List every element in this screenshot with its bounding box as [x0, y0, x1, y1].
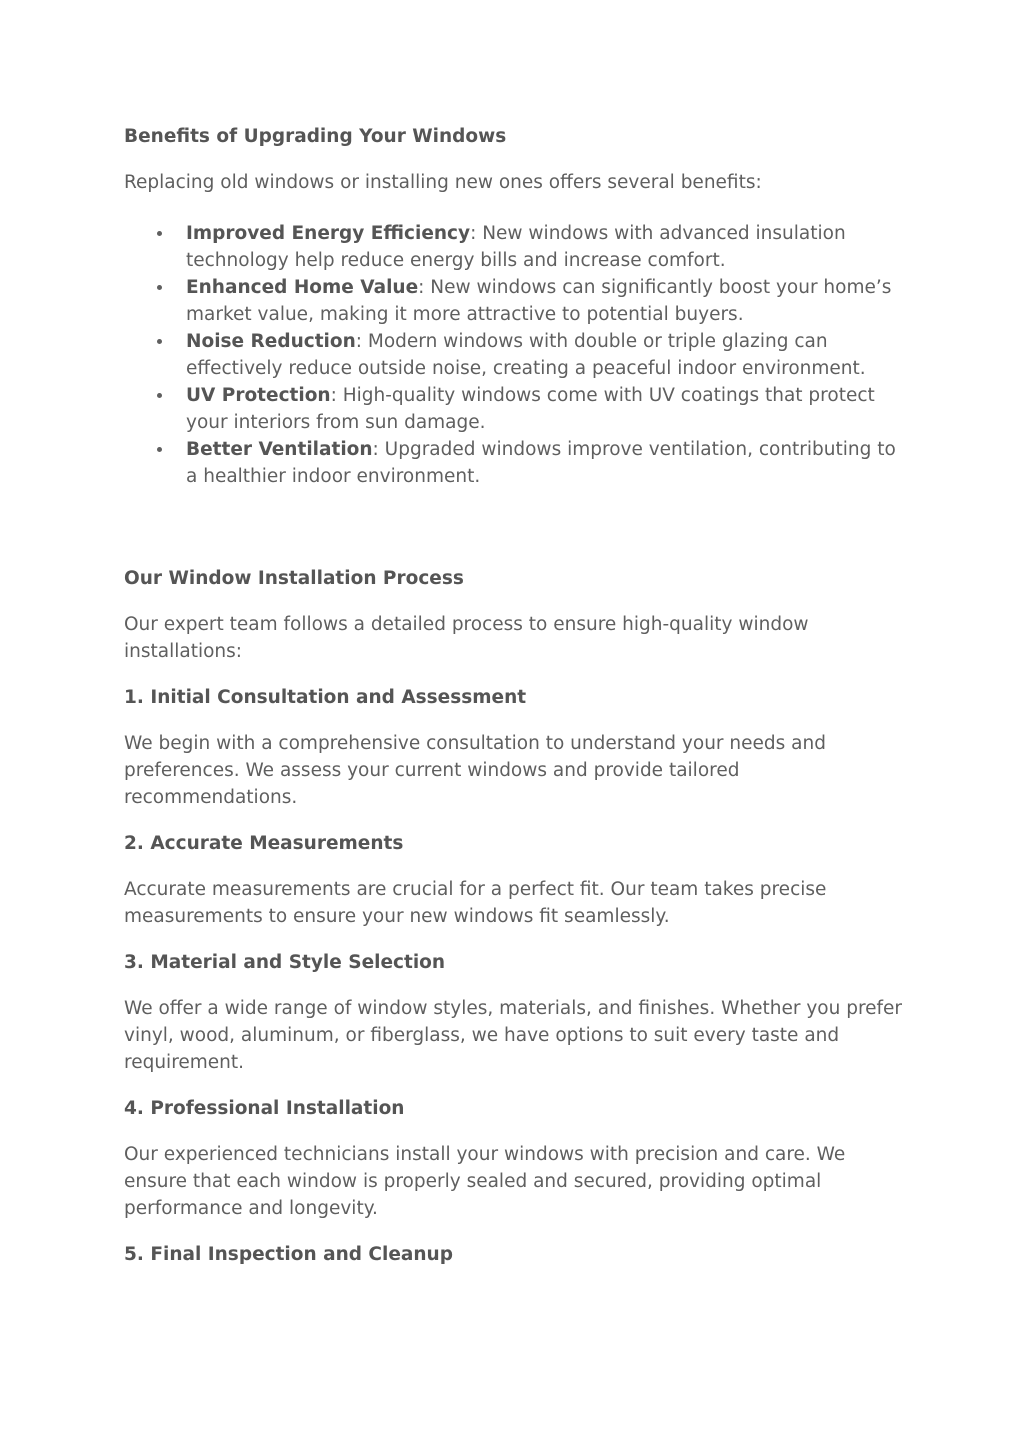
benefits-intro: Replacing old windows or installing new ones offers several benefits:	[124, 172, 762, 193]
benefits-heading: Benefits of Upgrading Your Windows	[124, 126, 507, 147]
benefit-term: Improved Energy Efficiency	[186, 223, 471, 244]
benefit-text: : High-quality windows come with UV coatings that protect your interiors from sun damage.	[186, 385, 875, 433]
list-item	[124, 220, 904, 274]
step-title: 2. Accurate Measurements	[124, 833, 404, 854]
list-item	[124, 436, 904, 490]
step-text: We offer a wide range of window styles, materials, and finishes. Whether you prefer vinyl, wood, aluminum, or fiberglass, we have options to suit every taste and requirement.	[124, 998, 903, 1073]
step-text: We begin with a comprehensive consultation to understand your needs and preferences. We assess your current windows and provide tailored recommendations.	[124, 733, 826, 808]
bullet-icon	[157, 339, 162, 344]
step-title: 1. Initial Consultation and Assessment	[124, 687, 527, 708]
bullet-icon	[157, 393, 162, 398]
bullet-icon	[157, 285, 162, 290]
benefit-term: Noise Reduction	[186, 331, 356, 352]
benefit-term: UV Protection	[186, 385, 331, 406]
benefit-term: Better Ventilation	[186, 439, 373, 460]
step-text: Accurate measurements are crucial for a perfect fit. Our team takes precise measurements to ensure your new windows fit seamlessly.	[124, 879, 827, 927]
benefit-term: Enhanced Home Value	[186, 277, 419, 298]
list-item	[124, 328, 904, 382]
step-title: 4. Professional Installation	[124, 1098, 405, 1119]
document-page	[124, 123, 904, 1268]
benefit-text: : Modern windows with double or triple glazing can effectively reduce outside noise, creating a peaceful indoor environment.	[186, 331, 866, 379]
list-item	[124, 382, 904, 436]
process-intro: Our expert team follows a detailed process to ensure high-quality window installations:	[124, 614, 809, 662]
bullet-icon	[157, 447, 162, 452]
process-heading: Our Window Installation Process	[124, 568, 464, 589]
benefit-text: : New windows with advanced insulation technology help reduce energy bills and increase comfort.	[186, 223, 846, 271]
benefits-list	[124, 220, 904, 490]
benefit-text: : New windows can significantly boost your home’s market value, making it more attractive to potential buyers.	[186, 277, 892, 325]
benefit-text: : Upgraded windows improve ventilation, contributing to a healthier indoor environment.	[186, 439, 896, 487]
bullet-icon	[157, 231, 162, 236]
step-title: 3. Material and Style Selection	[124, 952, 446, 973]
step-text: Our experienced technicians install your windows with precision and care. We ensure that each window is properly sealed and secured, providing optimal performance and longevity.	[124, 1144, 846, 1219]
list-item	[124, 274, 904, 328]
step-title: 5. Final Inspection and Cleanup	[124, 1244, 453, 1265]
